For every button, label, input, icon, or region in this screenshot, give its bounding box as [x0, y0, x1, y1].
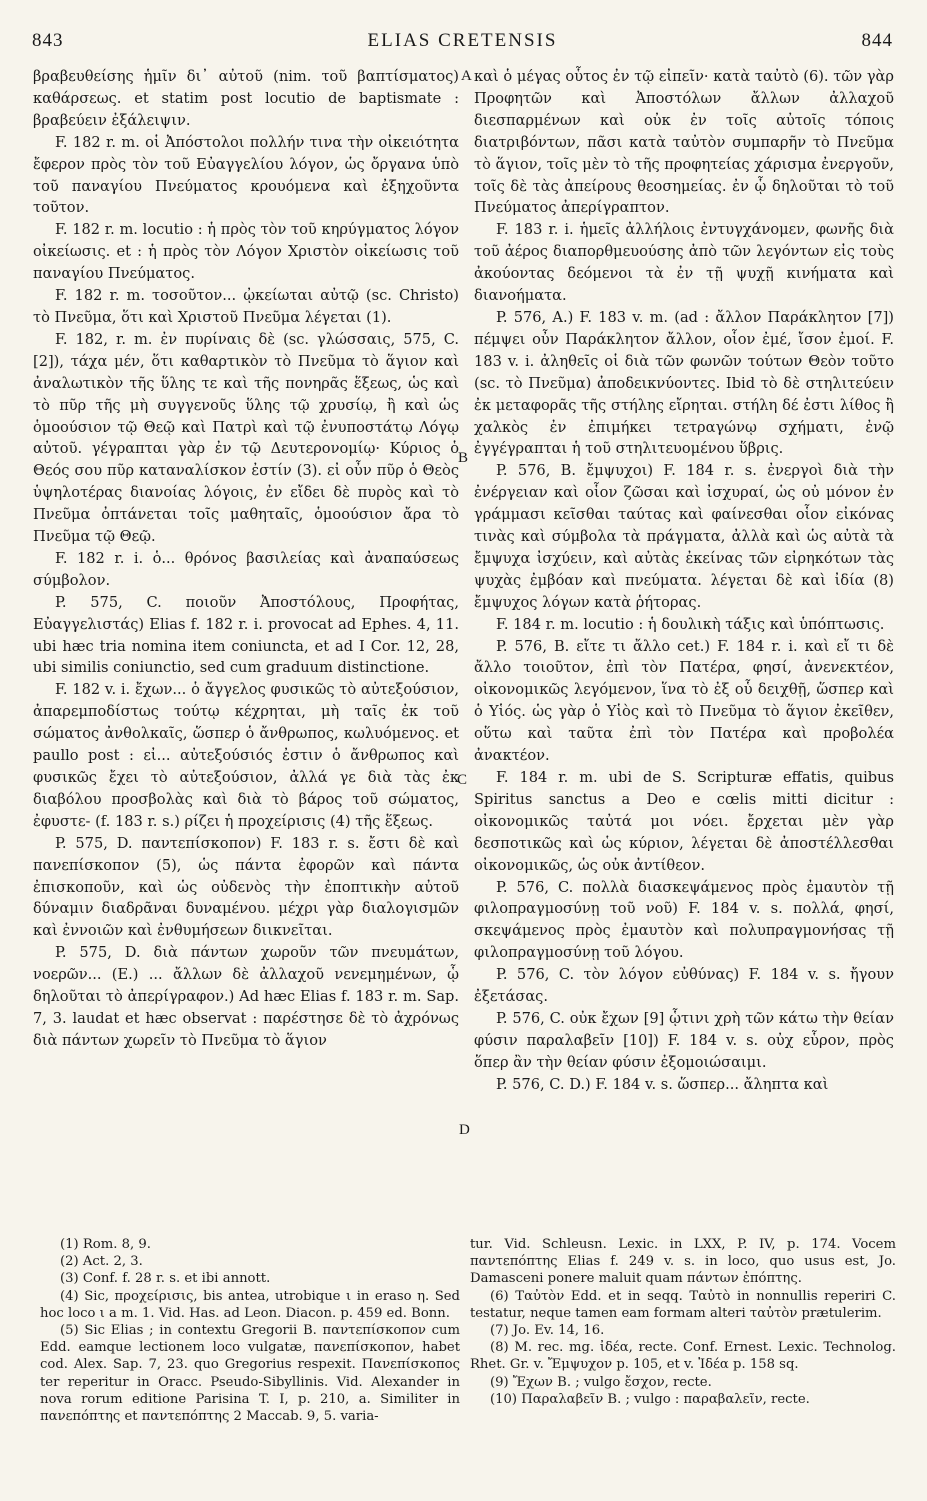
paragraph: P. 576, B. ἔμψυχοι) F. 184 r. s. ἐνεργοὶ διὰ τὴν ἐνέργειαν καὶ οἷον ζῶσαι καὶ ἰσχυραί, ὡς οὐ μόνον ἐν γράμμασι κεῖσθαι ταύτας καὶ φαίνεσθαι οἷον εἰκόνας τινὰς καὶ σύμβολα τὰ πράγματα, ἀλλὰ καὶ ὡς αὐτὰ τὰ ἔμψυχα ἰσχύειν, καὶ αὐτὰς ἐκείνας τῶν εἰρηκότων τὰς ψυχὰς ἐμβόαν καὶ πνεύματα. λέγεται δὲ καὶ ἰδία (8) ἔμψυχος λόγων κατὰ ῥήτορας.: [474, 462, 894, 611]
right-column: [474, 66, 894, 1186]
footnotes-left: [40, 1236, 460, 1491]
footnote: (2) Act. 2, 3.: [60, 1254, 143, 1270]
footnote: (5) Sic Elias ; in contextu Gregorii B. παντεπίσκοπον cum Edd. eamque lectionem loco vulgatæ, πανεπίσκοπον, habet cod. Alex. Sap. 7, 23. quo Gregorius respexit. Πανεπίσκοπος ter reperitur in Oracc. Pseudo-Sibyllinis. Vid. Alexander in nova rorum editione Parisina T. I, p. 210, a. Similiter in πανεπόπτης et παντεπόπτης 2 Maccab. 9, 5. varia-: [40, 1323, 460, 1425]
paragraph: P. 576, C. D.) F. 184 v. s. ὥσπερ... ἄληπτα καὶ: [496, 1075, 829, 1093]
paragraph: P. 575, D. διὰ πάντων χωροῦν τῶν πνευμάτων, νοερῶν... (E.) ... ἄλλων δὲ ἀλλαχοῦ νενεμημένων, ᾧ δηλοῦται τὸ ἀπερίγραφον.) Ad hæc Elias f. 183 r. m. Sap. 7, 3. laudat et hæc observat : παρέστησε δὲ τὸ ἀχρόνως διὰ πάντων χωρεῖν τὸ Πνεῦμα τὸ ἅγιον: [33, 944, 459, 1049]
paragraph: P. 576, C. πολλὰ διασκεψάμενος πρὸς ἐμαυτὸν τῇ φιλοπραγμοσύνῃ τοῦ νοῦ) F. 184 v. s. πολλά, φησί, σκεψάμενος πρὸς ἐμαυτὸν καὶ πολυπραγμονήσας τῇ φιλοπραγμοσύνῃ τοῦ λόγου.: [474, 878, 894, 962]
footnote: (4) Sic, προχείρισις, bis antea, utrobique ι in eraso η. Sed hoc loco ι a m. 1. Vid. Has. ad Leon. Diacon. p. 459 ed. Bonn.: [40, 1288, 460, 1321]
running-title: ELIAS CRETENSIS: [367, 30, 558, 51]
footnote: (6) Ταὐτὸν Edd. et in seqq. Ταὐτὸ in nonnullis reperiri C. testatur, neque tamen eam formam alteri ταὐτὸν prætulerim.: [470, 1288, 896, 1321]
paragraph: P. 576, B. εἴτε τι ἄλλο cet.) F. 184 r. i. καὶ εἴ τι δὲ ἄλλο τοιοῦτον, ἐπὶ τὸν Πατέρα, φησί, ἀνενεκτέον, οἰκονομικῶς λεγόμενον, ἵνα τὸ ἐξ οὗ δειχθῇ, ὥσπερ καὶ ὁ Υἱός. ὡς γὰρ ὁ Υἱὸς καὶ τὸ Πνεῦμα τὸ ἅγιον ἐκεῖθεν, οὕτω καὶ ταῦτα ἐπὶ τὸν Πατέρα καὶ προβολέα ἀνακτέον.: [474, 637, 894, 765]
paragraph: βραβευθείσης ἡμῖν δι᾽ αὐτοῦ (nim. τοῦ βαπτίσματος) καθάρσεως. et statim post locutio de baptismate : βραβεύειν ἐξάλειψιν.: [33, 68, 459, 129]
footnote: tur. Vid. Schleusn. Lexic. in LXX, P. IV, p. 174. Vocem παντεπόπτης Elias f. 249 v. s. in loco, quo usus est, Jo. Damasceni ponere maluit quam πάντων ἐπόπτης.: [470, 1237, 896, 1287]
page-number-right: 844: [861, 30, 893, 51]
footnote: (8) M. rec. mg. ἰδέα, recte. Conf. Ernest. Lexic. Technolog. Rhet. Gr. v. Ἔμψυχον p. 105, et v. Ἰδέα p. 158 sq.: [470, 1340, 896, 1373]
paragraph: F. 183 r. i. ἡμεῖς ἀλλήλοις ἐντυγχάνομεν, φωνῆς διὰ τοῦ ἀέρος διαπορθμευούσης ἀπὸ τῶν λεγόντων εἰς τοὺς ἀκούοντας δεόμενοι τὰ ἐν τῇ ψυχῇ κινήματα καὶ διανοήματα.: [474, 221, 894, 305]
footnote: (1) Rom. 8, 9.: [60, 1237, 151, 1252]
paragraph: P. 576, C. τὸν λόγον εὐθύνας) F. 184 v. s. ἤγουν ἐξετάσας.: [474, 966, 894, 1006]
paragraph: F. 182 v. i. ἔχων... ὁ ἄγγελος φυσικῶς τὸ αὐτεξούσιον, ἀπαρεμποδίστως τούτῳ κέχρηται, μὴ ταῖς ἐκ τοῦ σώματος ἀνθολκαῖς, ὥσπερ ὁ ἄνθρωπος, κωλυόμενος. et paullo post : εἰ... αὐτεξούσιός ἐστιν ὁ ἄνθρωπος καὶ φυσικῶς ἔχει τὸ αὐτεξούσιον, ἀλλά γε διὰ τὰς ἐκ διαβόλου προσβολὰς καὶ διὰ τὸ βάρος τοῦ σώματος, ἐφυστε- (f. 183 r. s.) ρίζει ἡ προχείρισις (4) τῆς ἕξεως.: [33, 681, 459, 830]
page-number-left: 843: [32, 30, 64, 51]
section-marker-c: C: [457, 772, 468, 788]
paragraph: F. 182 r. m. οἱ Ἀπόστολοι πολλήν τινα τὴν οἰκειότητα ἔφερον πρὸς τὸν τοῦ Εὐαγγελίου λόγον, ὡς ὄργανα ὑπὸ τοῦ παναγίου Πνεύματος κρουόμενα καὶ ἐξηχοῦντα τοῦτον.: [33, 133, 459, 217]
paragraph: F. 184 r. m. ubi de S. Scripturæ effatis, quibus Spiritus sanctus a Deo e cœlis mitti dicitur : οἰκονομικῶς ταὐτά μοι νόει. ἔρχεται μὲν γὰρ δεσποτικῶς καὶ ὡς κύριον, λέγεται δὲ ἀποστέλλεσθαι οἰκονομικῶς, ὡς οὐκ ἀντίθεον.: [474, 769, 894, 874]
footnotes-right: [470, 1236, 896, 1491]
section-marker-b: B: [458, 450, 469, 466]
paragraph: F. 182 r. i. ὁ... θρόνος βασιλείας καὶ ἀναπαύσεως σύμβολον.: [33, 549, 459, 589]
page-header: [32, 30, 893, 58]
section-marker-d: D: [459, 1122, 470, 1138]
footnote: (7) Jo. Ev. 14, 16.: [490, 1323, 605, 1339]
paragraph: καὶ ὁ μέγας οὗτος ἐν τῷ εἰπεῖν· κατὰ ταὐτὸ (6). τῶν γὰρ Προφητῶν καὶ Ἀποστόλων ἄλλων ἀλλαχοῦ διεσπαρμένων καὶ οὐκ ἐν τοῖς αὐτοῖς τόποις διατριβόντων, πᾶσι κατὰ ταὐτὸν συμπαρῆν τὸ Πνεῦμα τὸ ἅγιον, τοῖς μὲν τὸ τῆς προφητείας χάρισμα ἐνεργοῦν, τοῖς δὲ τὰς ἀπείρους θεοσημείας. ἐν ᾧ δηλοῦται τὸ τοῦ Πνεύματος ἀπερίγραπτον.: [474, 68, 894, 217]
paragraph: F. 182 r. m. τοσοῦτον... ᾠκείωται αὐτῷ (sc. Christo) τὸ Πνεῦμα, ὅτι καὶ Χριστοῦ Πνεῦμα λέγεται (1).: [33, 287, 459, 326]
paragraph: P. 576, A.) F. 183 v. m. (ad : ἄλλον Παράκλητον [7]) πέμψει οὖν Παράκλητον ἄλλον, οἷον ἐμέ, ἴσον ἐμοί. F. 183 v. i. ἀληθεῖς οἱ διὰ τῶν φωνῶν τούτων Θεὸν τοῦτο (sc. τὸ Πνεῦμα) ἀποδεικνύοντες. Ibid τὸ δὲ στηλιτεύειν ἐκ μεταφορᾶς τῆς στήλης εἴρηται. στήλη δέ ἐστι λίθος ἢ χαλκὸς ἐν ἐπιμήκει τετραγώνῳ σχήματι, ἐνῷ ἐγγέγραπται ἡ τοῦ στηλιτευομένου ὕβρις.: [474, 308, 894, 458]
paragraph: P. 575, C. ποιοῦν Ἀποστόλους, Προφήτας, Εὐαγγελιστάς) Elias f. 182 r. i. provocat ad Ephes. 4, 11. ubi hæc tria nomina item coniuncta, et ad I Cor. 12, 28, ubi similis coniunctio, sed cum graduum distinctione.: [33, 593, 459, 677]
paragraph: P. 576, C. οὐκ ἔχων [9] ᾧτινι χρὴ τῶν κάτω τὴν θείαν φύσιν παραλαβεῖν [10]) F. 184 v. s. οὐχ εὗρον, πρὸς ὅπερ ἂν τὴν θείαν φύσιν ἐξομοιώσαιμι.: [474, 1009, 894, 1071]
footnote: (9) Ἔχων B. ; vulgo ἔσχον, recte.: [490, 1374, 712, 1390]
footnote: (3) Conf. f. 28 r. s. et ibi annott.: [60, 1271, 271, 1287]
paragraph: P. 575, D. παντεπίσκοπον) F. 183 r. s. ἔστι δὲ καὶ πανεπίσκοπον (5), ὡς πάντα ἐφορῶν καὶ πάντα ἐπισκοποῦν, καὶ ὡς οὐδενὸς τὴν ἐποπτικὴν αὐτοῦ δύναμιν διαδρᾶναι δυναμένου. μέχρι γὰρ διαλογισμῶν καὶ ἐννοιῶν καὶ ἐνθυμήσεων διικνεῖται.: [33, 834, 459, 940]
paragraph: F. 182 r. m. locutio : ἡ πρὸς τὸν τοῦ κηρύγματος λόγον οἰκείωσις. et : ἡ πρὸς τὸν Λόγον Χριστὸν οἰκείωσις τοῦ παναγίου Πνεύματος.: [33, 221, 459, 283]
paragraph: F. 184 r. m. locutio : ἡ δουλικὴ τάξις καὶ ὑπόπτωσις.: [496, 615, 885, 633]
section-marker-a: A: [461, 68, 472, 84]
left-column: [33, 66, 459, 1186]
footnote: (10) Παραλαβεῖν B. ; vulgo : παραβαλεῖν, recte.: [490, 1391, 810, 1407]
paragraph: F. 182, r. m. ἐν πυρίναις δὲ (sc. γλώσσαις, 575, C. [2]), τάχα μέν, ὅτι καθαρτικὸν τὸ Πνεῦμα τὸ ἅγιον καὶ ἀναλωτικὸν τῆς ὕλης τε καὶ τῆς πονηρᾶς ἕξεως, ὡς καὶ τὸ πῦρ τῆς μὴ συγγενοῦς ὕλης τῷ χρυσίῳ, ἢ καὶ ὡς ὁμοούσιον τῷ Θεῷ καὶ Πατρὶ καὶ τῷ ἐνυποστάτῳ Λόγῳ αὐτοῦ. γέγραπται γὰρ ἐν τῷ Δευτερονομίῳ· Κύριος ὁ Θεός σου πῦρ καταναλίσκον ἐστίν (3). εἰ οὖν πῦρ ὁ Θεὸς ὑψηλοτέρας διανοίας λόγοις, ἐν εἴδει δὲ πυρὸς καὶ τὸ Πνεῦμα ὀπτάνεται τοῖς μαθηταῖς, ὁμοούσιον ἄρα τὸ Πνεῦμα τῷ Θεῷ.: [33, 330, 459, 546]
